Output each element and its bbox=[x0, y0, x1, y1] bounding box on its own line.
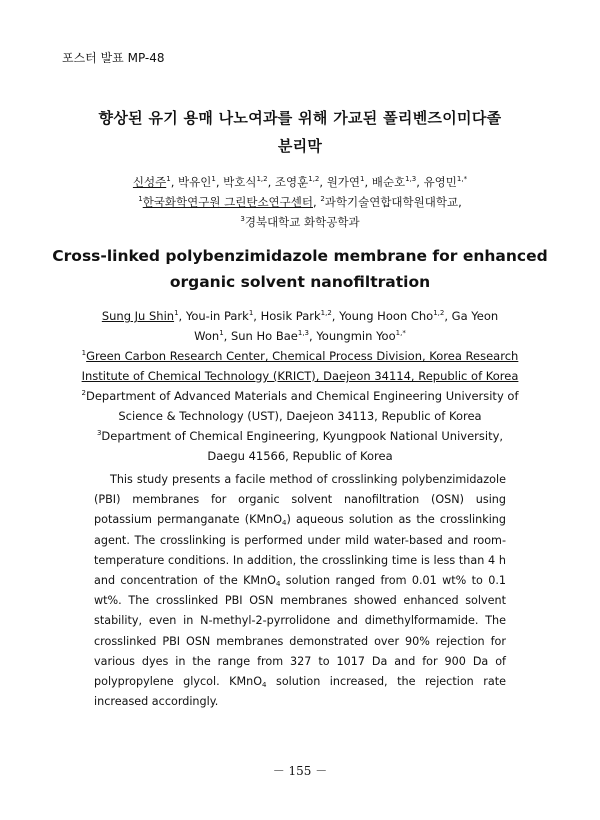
affiliation: Green Carbon Research Center, Chemical Process Division, Korea Research bbox=[86, 349, 519, 363]
session-header: 포스터 발표 MP-48 bbox=[62, 51, 165, 65]
author-name: 유영민 bbox=[423, 175, 457, 189]
affiliation-line bbox=[0, 366, 600, 386]
author-sup: 1 bbox=[248, 309, 254, 317]
author-name: Won bbox=[194, 329, 220, 343]
author-sup: 1,2 bbox=[308, 175, 320, 183]
author-name: 배순호 bbox=[371, 175, 406, 189]
affiliation-sup: 2 bbox=[320, 195, 325, 203]
author-sup: 1,3 bbox=[297, 329, 309, 337]
abstract-text: solution ranged from 0.01 wt% to 0.1 wt%. The crosslinked PBI OSN membranes showed enhanced solvent stability, even in N-methyl-2-pyrrolidone and dimethylformamide. The crosslinked PBI OSN membranes demonstrated over 90% rejection for various dyes in the range from 327 to 1017 Da and for 900 Da of polypropylene glycol. KMnO bbox=[94, 574, 506, 689]
abstract-text: solution increased, the rejection rate increased accordingly. bbox=[94, 675, 506, 709]
affiliation-line bbox=[0, 446, 600, 466]
korean-affiliations-line bbox=[0, 212, 600, 232]
english-authors-block bbox=[0, 306, 600, 466]
subscript: 4 bbox=[282, 519, 287, 528]
author-name: Sun Ho Bae bbox=[230, 329, 298, 343]
author-sup: 1,3 bbox=[405, 175, 417, 183]
author-sup: 1,2 bbox=[320, 309, 332, 317]
author-name: 조영훈 bbox=[274, 175, 309, 189]
author-name: Sung Ju Shin bbox=[101, 309, 175, 323]
author-sup: 1 bbox=[211, 175, 216, 183]
affiliation-sup: 1 bbox=[138, 195, 143, 203]
affiliation: Institute of Chemical Technology (KRICT), Daejeon 34114, Republic of Korea bbox=[81, 369, 519, 383]
affiliation-line bbox=[0, 426, 600, 446]
korean-author-list: 신성주$^1$, 박유인$^1$, 박호식$^{1,2}$, 조영훈$^{1,2}$, 원가연$^1$, 배순호$^{1,3}$, 유영민$^{1,*}$ bbox=[132, 175, 468, 189]
korean-affiliations-line: $^1$한국화학연구원 그린탄소연구센터, $^2$과학기술연합대학원대학교, bbox=[138, 195, 462, 209]
affiliation: 한국화학연구원 그린탄소연구센터 bbox=[142, 195, 313, 209]
author-name: Hosik Park bbox=[260, 309, 321, 323]
affiliation-sup: 3 bbox=[96, 429, 102, 437]
author-name: You-in Park bbox=[185, 309, 249, 323]
english-author-list: Sung Ju Shin$^1$, You-in Park$^1$, Hosik Park$^{1,2}$, Young Hoon Cho$^{1,2}$, Ga Yeon bbox=[101, 309, 499, 323]
author-name: 원가연 bbox=[326, 175, 361, 189]
english-title bbox=[0, 243, 600, 295]
affiliation: 과학기술연합대학원대학교 bbox=[324, 195, 459, 209]
author-sup: 1,2 bbox=[256, 175, 268, 183]
author-name: Young Hoon Cho bbox=[339, 309, 434, 323]
author-sup: 1 bbox=[174, 309, 179, 317]
affiliation-line bbox=[0, 386, 600, 406]
abstract-paragraph bbox=[94, 470, 506, 712]
affiliation: Daegu 41566, Republic of Korea bbox=[207, 449, 393, 463]
affiliation-line bbox=[0, 346, 600, 366]
korean-title-line: 향상된 유기 용매 나노여과를 위해 가교된 폴리벤즈이미다졸 bbox=[98, 109, 502, 127]
abstract-text: This study presents a facile method of crosslinking polybenzimidazole (PBI) membranes for organic solvent nanofiltration (OSN) using potassium permanganate (KMnO bbox=[94, 473, 506, 527]
affiliation: Department of Chemical Engineering, Kyungpook National University, bbox=[101, 429, 504, 443]
affiliation-sup: 2 bbox=[81, 389, 86, 397]
author-name: Youngmin Yoo bbox=[316, 329, 396, 343]
page-number: － 155 － bbox=[272, 764, 328, 778]
affiliation: 경북대학교 화학공학과 bbox=[244, 215, 360, 229]
author-sup: 1 bbox=[360, 175, 365, 183]
english-title-line: organic solvent nanofiltration bbox=[169, 273, 431, 291]
author-name: 박호식 bbox=[223, 175, 257, 189]
english-title-line: Cross-linked polybenzimidazole membrane for enhanced bbox=[52, 247, 548, 265]
affiliation: Science & Technology (UST), Daejeon 34113, Republic of Korea bbox=[118, 409, 482, 423]
korean-title bbox=[0, 104, 600, 160]
english-author-list: Won$^1$, Sun Ho Bae$^{1,3}$, Youngmin Yoo$^{1,*}$ bbox=[194, 329, 406, 343]
author-name: Ga Yeon bbox=[451, 309, 499, 323]
author-name: 박유인 bbox=[178, 175, 212, 189]
author-sup: 1 bbox=[219, 329, 224, 337]
korean-authors-block bbox=[0, 172, 600, 232]
affiliation-sup: 3 bbox=[240, 215, 245, 223]
affiliation-sup: 1 bbox=[81, 349, 87, 357]
abstract-text: ) aqueous solution as the crosslinking agent. The crosslinking is performed under mild water-based and room-temperature conditions. In addition, the crosslinking time is less than 4 h and concentration of the KMnO bbox=[94, 513, 506, 588]
affiliation: Department of Advanced Materials and Chemical Engineering University of bbox=[85, 389, 519, 403]
subscript: 4 bbox=[275, 580, 281, 589]
author-sup: 1,* bbox=[395, 329, 406, 337]
author-sup: 1 bbox=[166, 175, 171, 183]
author-sup: 1,* bbox=[456, 175, 468, 183]
author-name: 신성주 bbox=[132, 175, 167, 189]
author-sup: 1,2 bbox=[433, 309, 445, 317]
subscript: 4 bbox=[262, 681, 267, 690]
korean-title-line: 분리막 bbox=[277, 137, 323, 155]
affiliation-line bbox=[0, 406, 600, 426]
